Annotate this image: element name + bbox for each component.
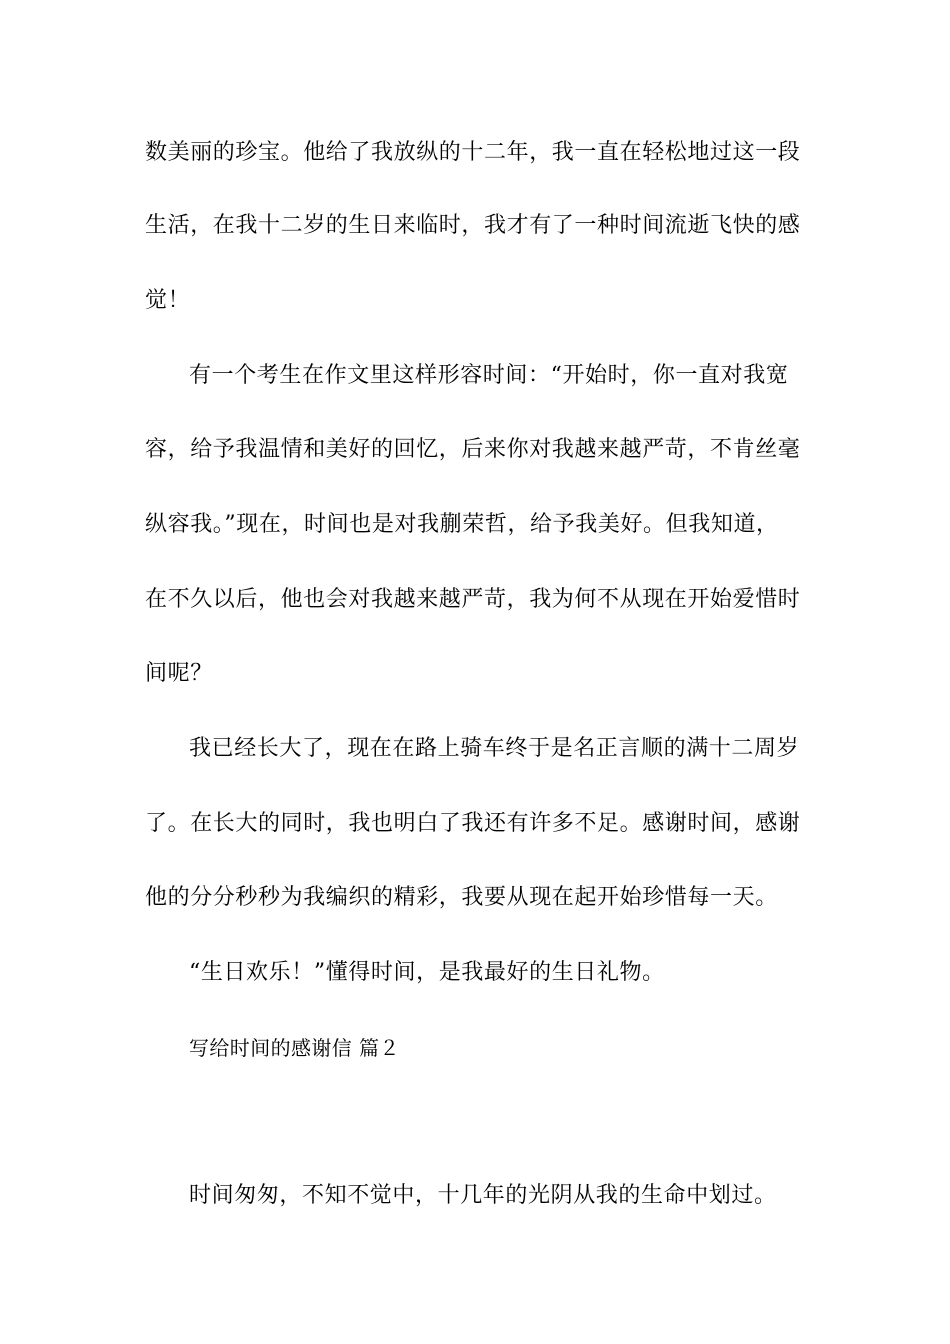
paragraph-line: 时间匆匆，不知不觉中，十几年的光阴从我的生命中划过。 bbox=[189, 1183, 777, 1208]
paragraph-line: 觉！ bbox=[145, 288, 191, 313]
paragraph-line: 了。在长大的同时，我也明白了我还有许多不足。感谢时间，感谢 bbox=[145, 811, 801, 836]
paragraph-line: 生活，在我十二岁的生日来临时，我才有了一种时间流逝飞快的感 bbox=[145, 213, 801, 238]
paragraph-line: 有一个考生在作文里这样形容时间：“开始时，你一直对我宽 bbox=[189, 363, 789, 388]
section-heading: 写给时间的感谢信 篇２ bbox=[189, 1036, 400, 1060]
paragraph-line: 在不久以后，他也会对我越来越严苛，我为何不从现在开始爱惜时 bbox=[145, 587, 801, 612]
paragraph-line: 纵容我。”现在，时间也是对我蒯荣哲，给予我美好。但我知道， bbox=[145, 512, 779, 537]
paragraph-line: 容，给予我温情和美好的回忆，后来你对我越来越严苛，不肯丝毫 bbox=[145, 437, 801, 462]
paragraph-line: 他的分分秒秒为我编织的精彩，我要从现在起开始珍惜每一天。 bbox=[145, 885, 778, 910]
paragraph-line: “生日欢乐！”懂得时间，是我最好的生日礼物。 bbox=[189, 960, 665, 985]
paragraph-line: 间呢？ bbox=[145, 661, 213, 686]
paragraph-line: 数美丽的珍宝。他给了我放纵的十二年，我一直在轻松地过这一段 bbox=[145, 140, 801, 165]
paragraph-line: 我已经长大了，现在在路上骑车终于是名正言顺的满十二周岁 bbox=[189, 736, 800, 761]
